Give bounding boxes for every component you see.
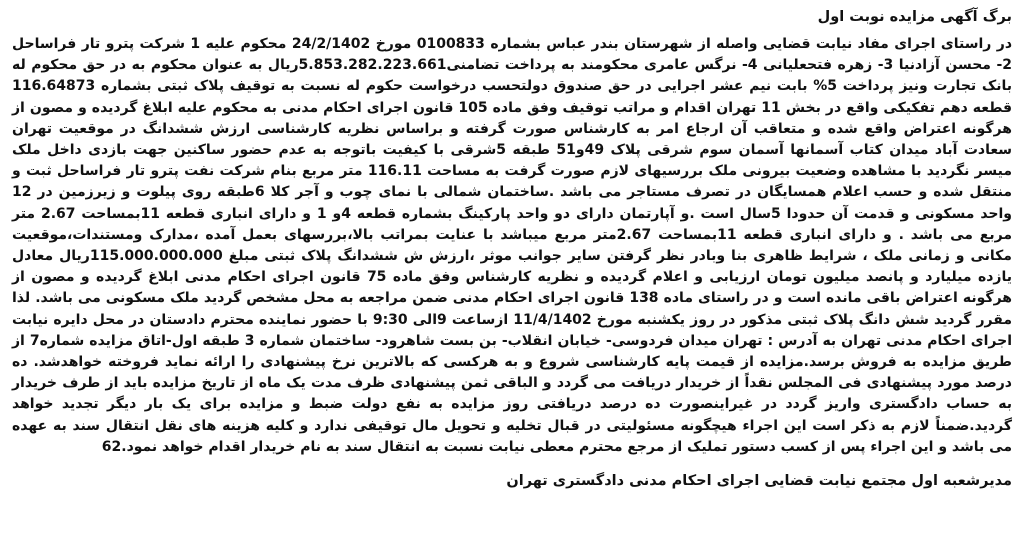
notice-signature: مدیرشعبه اول مجتمع نیابت قضایی اجرای احکام مدنی دادگستری تهران — [506, 473, 1012, 490]
notice-body: در راستای اجرای مفاد نیابت قضایی واصله از شهرستان بندر عباس بشماره 0100833 مورخ 24/2/1402 محکوم علیه 1 شرکت پترو تار فراساحل 2- محسن آزادنیا 3- زهره فتحعلیانی 4- نرگس عامری محکومند به پرداخت تضامنی5.853.282.223.661ریال به عنوان محکوم به در حق محکوم له بانک تجارت ونیز پرداخت 5% بابت نیم عشر اجرایی در حق صندوق دولتحسب درخواست حکوم له نسبت به توقیف پلاک ثبتی بشماره 116.64873 قطعه دهم تفکیکی واقع در بخش 11 تهران اقدام و مراتب توقیف وفق ماده 105 قانون اجرای احکام مدنی به محکوم علیه ابلاغ گردیده و مصون از هرگونه اعتراض واقع شده و متعاقب آن ارجاع امر به کارشناس صورت گرفته و براساس نظریه کارشناسی ارزش ششدانگ در موقعیت تهران سعادت آباد میدان کتاب آسمانها آسمان سوم شرقی پلاک 49و51 طبقه 5شرقی با کیفیت باتوجه به عدم حضور ساکنین جهت بازدی داخل ملک میسر نگردید با مشاهده وضعیت بیرونی ملک بررسیهای لازم صورت گرفت به مساحت 116.11 متر مربع بنام شرکت نفت پترو تار فراساحل ثبت و منتقل شده و حسب اعلام همسایگان در تصرف مستاجر می باشد .ساختمان شمالی با نمای چوب و آجر کلا 6طبقه روی پیلوت و زیرزمین در 12 واحد مسکونی و قدمت آن حدودا 5سال است .و آپارتمان دارای دو واحد پارکینگ بشماره قطعه 4و 1 و دارای انباری قطعه 11بمساحت 2.67 متر مربع می باشد . و دارای انباری قطعه 11بمساحت 2.67متر مربع میباشد با عنایت بمراتب بالا،بررسهای بعمل آمده ،مدارک ومستندات،موقعیت مکانی و زمانی ملک ، شرایط ظاهری بنا وبادر نظر گرفتن سایر جوانب موثر ،ارزش ش ششدانگ پلاک ثبتی مبلغ 115.000.000.000ریال معادل یازده میلیارد و پانصد میلیون تومان ارزیابی و اعلام گردیده و نظریه کارشناس وفق ماده 75 قانون اجرای احکام مدنی ابلاغ گردیده و مصون از هرگونه اعتراض باقی مانده است و در راستای ماده 138 قانون اجرای احکام مدنی ضمن مراجعه به محل مشخص گردید ملک مسکونی می باشد. لذا مقرر گردید شش دانگ پلاک ثبتی مذکور در روز یکشنبه مورخ 11/4/1402 ازساعت 9الی 9:30 با حضور نماینده محترم دادستان در محل دایره نیابت اجرای احکام مدنی تهران به آدرس : تهران میدان فردوسی- خیابان انقلاب- بن بست شاهرود- ساختمان شماره 3 طبقه اول-اتاق مزایده شماره7 از طریق مزایده به فروش برسد.مزایده از قیمت پایه کارشناسی شروع و به هرکسی که بالاترین نرخ پیشنهادی را ارائه نماید فروخته خواهدشد. ده درصد مورد پیشنهادی فی المجلس نقداً از خریدار دریافت می گردد و الباقی ثمن پیشنهادی ظرف مدت یک ماه از تاریخ مزایده باید از طرف خریدار به حساب دادگستری واریز گردد در غیراینصورت ده درصد دریافتی روز مزایده به نفع دولت ضبط و مزایده برای یک بار دیگر تجدید خواهد گردید.ضمناً لازم به ذکر است این اجراء هیچگونه مسئولیتی در قبال تخلیه و تحویل مال توقیفی ندارد و کلیه هزینه های نقل انتقال سند به عهده می باشد و این اجراء پس از کسب دستور تملیک از مرجع محترم معطی نیابت نسبت به انتقال سند به نام خریدار اقدام خواهد نمود.62 — [12, 36, 1013, 455]
notice-heading: برگ آگهی مزایده نوبت اول — [817, 9, 1012, 25]
